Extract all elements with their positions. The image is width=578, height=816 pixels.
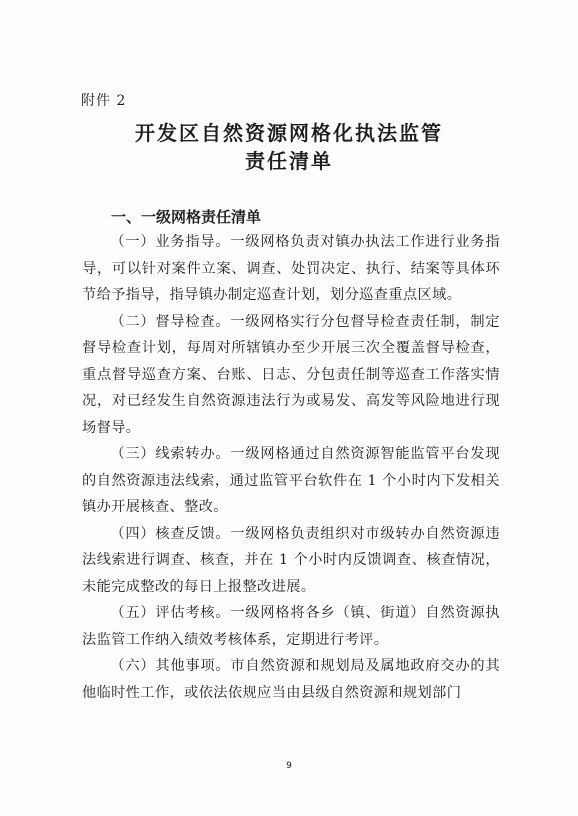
page-number: 9 (286, 761, 292, 771)
body-text (82, 229, 500, 706)
attachment-label: 附件 2 (81, 93, 127, 109)
paragraph-evaluation-assessment: （五）评估考核。一级网格将各乡（镇、街道）自然资源执法监管工作纳入绩效考核体系，定期进行考评。 (82, 605, 500, 648)
paragraph-business-guidance: （一）业务指导。一级网格负责对镇办执法工作进行业务指导，可以针对案件立案、调查、处罚决定、执行、结案等具体环节给予指导，指导镇办制定巡查计划，划分巡查重点区域。 (82, 234, 500, 303)
paragraph-verification-feedback: （四）核查反馈。一级网格负责组织对市级转办自然资源违法线索进行调查、核查，并在 1 个小时内反馈调查、核查情况，未能完成整改的每日上报整改进展。 (82, 525, 500, 595)
paragraph-other-matters: （六）其他事项。市自然资源和规划局及属地政府交办的其他临时性工作，或依法依规应当由县级自然资源和规划部门 (82, 658, 500, 701)
paragraph-supervision-inspection: （二）督导检查。一级网格实行分包督导检查责任制，制定督导检查计划，每周对所辖镇办至少开展三次全覆盖督导检查，重点督导巡查方案、台账、日志、分包责任制等巡查工作落实情况，对已经发生自然资源违法行为或易发、高发等风险地进行现场督导。 (82, 313, 500, 436)
document-title-line-1: 开发区自然资源网格化执法监管 (135, 121, 443, 145)
section-heading: 一、一级网格责任清单 (111, 208, 262, 226)
document-title-line-2: 责任清单 (245, 149, 333, 173)
paragraph-clue-transfer: （三）线索转办。一级网格通过自然资源智能监管平台发现的自然资源违法线索，通过监管平台软件在 1 个小时内下发相关镇办开展核查、整改。 (82, 446, 500, 515)
